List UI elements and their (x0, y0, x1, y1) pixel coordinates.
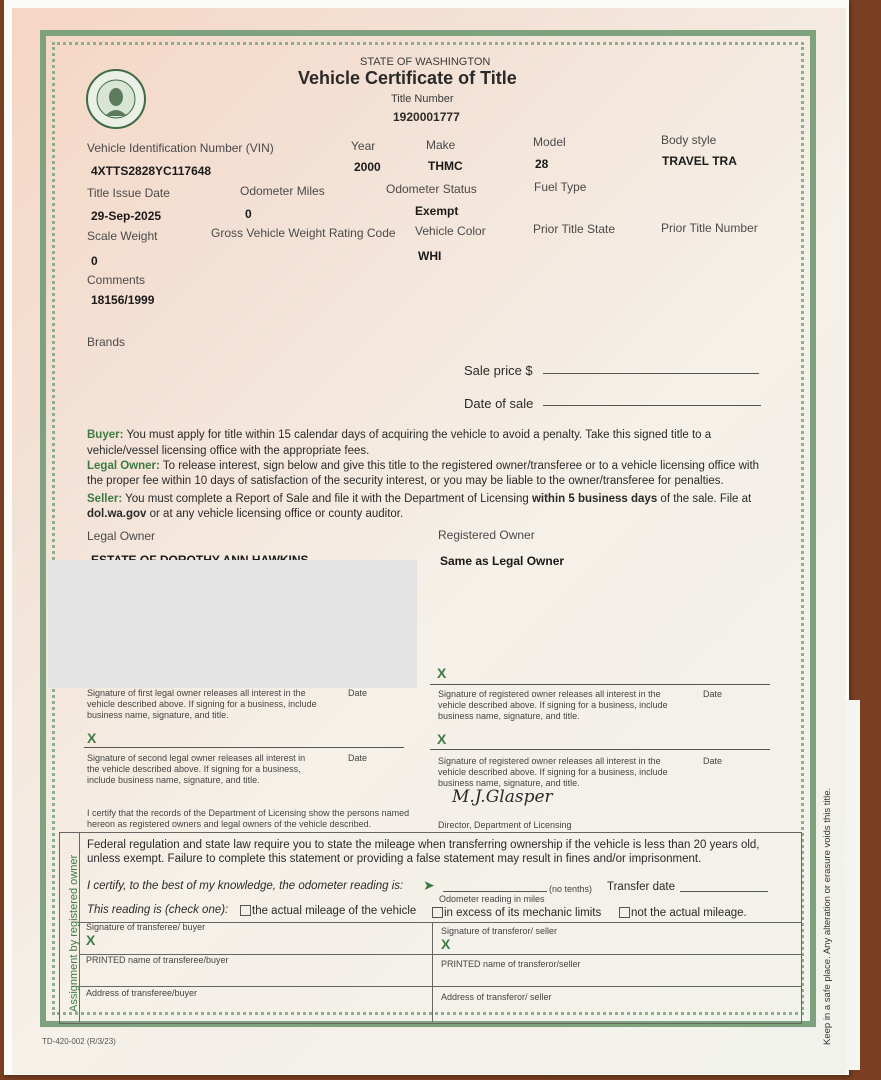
excess-mileage-checkbox[interactable] (432, 907, 443, 918)
seller-sign-x[interactable]: X (441, 936, 451, 952)
seller-instructions (87, 492, 761, 522)
odometer-reading-line[interactable] (443, 891, 547, 892)
odometer-status-value: Exempt (415, 204, 459, 218)
first-legal-sign-caption: Signature of first legal owner releases all interest in the vehicle described above. If signing for a business, include business name, signature, and title. (87, 688, 317, 720)
assignment-row-divider-3 (79, 986, 801, 987)
registered-date-label-2: Date (703, 756, 723, 766)
sale-date-line[interactable] (543, 405, 761, 406)
transfer-date-label: Transfer date (607, 881, 675, 893)
odometer-status-label: Odometer Status (386, 182, 477, 196)
seller-printed-name-label[interactable]: PRINTED name of transferor/seller (441, 959, 581, 969)
scale-weight-value: 0 (91, 254, 98, 268)
registered-sign-x-1: X (437, 665, 447, 681)
certify-records-text: I certify that the records of the Department of Licensing show the persons named hereon as registered owners and legal owners of the vehicle described. (87, 808, 410, 829)
odometer-certify-text: I certify, to the best of my knowledge, the odometer reading is: (87, 880, 404, 892)
second-legal-sign-line[interactable] (84, 747, 404, 748)
issue-date-value: 29-Sep-2025 (91, 209, 162, 223)
registered-sign-line-2[interactable] (430, 749, 770, 750)
registered-sign-line-1[interactable] (430, 684, 770, 685)
seller-signature-label: Signature of transferor/ seller (441, 926, 558, 936)
assignment-side-divider (79, 832, 80, 1022)
registered-sign-caption-1: Signature of registered owner releases all interest in the vehicle described above. If signing for a business, include business name, signature, and title. (438, 689, 668, 721)
title-number-label: Title Number (391, 93, 454, 105)
prior-title-number-label: Prior Title Number (661, 221, 758, 235)
sale-price-line[interactable] (543, 373, 759, 374)
federal-notice: Federal regulation and state law require you to state the mileage when transferring ownership if the vehicle is less than 20 years old, unless exempt. Failure to complete this statement or providing a false statement may result in fines and/or imprisonment. (87, 839, 760, 865)
second-legal-date-label: Date (348, 753, 368, 763)
seller-deadline: within 5 business days (531, 493, 658, 505)
registered-owner-value: Same as Legal Owner (440, 554, 565, 568)
vin-label: Vehicle Identification Number (VIN) (87, 141, 274, 155)
actual-mileage-label: the actual mileage of the vehicle (252, 905, 417, 917)
excess-mileage-label: in excess of its mechanic limits (444, 907, 602, 919)
seller-text-1: You must complete a Report of Sale and file it with the Department of Licensing (125, 493, 529, 505)
no-tenths-label: (no tenths) (549, 884, 593, 894)
model-value: 28 (535, 157, 549, 171)
buyer-sign-x[interactable]: X (86, 932, 96, 948)
seller-address-label[interactable]: Address of transferor/ seller (441, 992, 552, 1002)
buyer-heading: Buyer: (87, 429, 124, 441)
brands-label: Brands (87, 335, 126, 349)
year-value: 2000 (354, 160, 381, 174)
scale-weight-label: Scale Weight (87, 229, 158, 243)
assignment-side-label: Assignment by registered owner (68, 854, 80, 1012)
state-name: STATE OF WASHINGTON (360, 56, 491, 68)
body-style-label: Body style (661, 133, 717, 147)
seller-website: dol.wa.gov (87, 508, 147, 520)
legal-owner-heading: Legal Owner: (87, 460, 160, 472)
registered-date-label-1: Date (703, 689, 723, 699)
document-title: Vehicle Certificate of Title (298, 68, 517, 88)
make-value: THMC (428, 159, 463, 173)
seller-text-2: of the sale. File at (660, 493, 752, 505)
reading-is-label: This reading is (check one): (87, 904, 229, 916)
not-actual-mileage-label: not the actual mileage. (631, 907, 747, 919)
form-number: TD-420-002 (R/3/23) (42, 1037, 116, 1046)
side-safety-note: Keep in a safe place. Any alteration or erasure voids this title. (822, 787, 833, 1045)
second-legal-sign-x: X (87, 730, 97, 746)
actual-mileage-checkbox[interactable] (240, 905, 251, 916)
vehicle-color-label: Vehicle Color (415, 224, 486, 238)
buyer-instructions (87, 427, 757, 459)
redaction-box (48, 560, 417, 688)
buyer-text: You must apply for title within 15 calendar days of acquiring the vehicle to avoid a penalty. Take this signed title to a vehicle/vessel licensing office with the appropriate fees. (87, 429, 712, 457)
director-title: Director, Department of Licensing (438, 820, 572, 830)
arrow-right-icon: ➤ (423, 877, 435, 893)
not-actual-mileage-checkbox[interactable] (619, 907, 630, 918)
second-legal-sign-caption: Signature of second legal owner releases all interest in the vehicle described above. If signing for a business, include business name, signature, and title. (87, 753, 306, 785)
director-signature: M.J.Glasper (452, 787, 553, 807)
comments-label: Comments (87, 273, 146, 287)
odometer-value: 0 (245, 207, 252, 221)
transfer-date-line[interactable] (680, 891, 768, 892)
registered-owner-label: Registered Owner (438, 528, 535, 542)
year-label: Year (351, 139, 376, 153)
state-seal-icon (85, 68, 147, 130)
body-style-value: TRAVEL TRA (662, 154, 737, 168)
assignment-col-divider (432, 922, 433, 1022)
buyer-printed-name-label[interactable]: PRINTED name of transferee/buyer (86, 955, 229, 965)
registered-sign-caption-2: Signature of registered owner releases all interest in the vehicle described above. If signing for a business, include business name, signature, and title. (438, 756, 668, 788)
vehicle-color-value: WHI (418, 249, 442, 263)
legal-owner-instructions (87, 459, 761, 489)
buyer-signature-label: Signature of transferee/ buyer (86, 922, 206, 932)
fuel-type-label: Fuel Type (534, 180, 587, 194)
sale-price-label: Sale price $ (464, 363, 533, 378)
buyer-address-label[interactable]: Address of transferee/buyer (86, 988, 198, 998)
prior-title-state-label: Prior Title State (533, 222, 616, 236)
registered-sign-x-2: X (437, 731, 447, 747)
seller-text-3: or at any vehicle licensing office or county auditor. (149, 508, 404, 520)
gvwr-label: Gross Vehicle Weight Rating Code (211, 226, 396, 240)
first-legal-date-label: Date (348, 688, 368, 698)
title-number: 1920001777 (393, 110, 460, 124)
legal-owner-label: Legal Owner (87, 529, 156, 543)
odometer-label: Odometer Miles (240, 184, 325, 198)
issue-date-label: Title Issue Date (87, 186, 170, 200)
seller-heading: Seller: (87, 493, 123, 505)
legal-owner-text: To release interest, sign below and give this title to the registered owner/transferee or to a vehicle licensing office with the proper fee within 10 days of satisfaction of the security interest, or you may be liable to the owner/transferee for penalties. (87, 460, 760, 487)
vin-value: 4XTTS2828YC117648 (91, 164, 212, 178)
comments-value: 18156/1999 (91, 293, 155, 307)
odometer-reading-caption: Odometer reading in miles (439, 894, 545, 904)
sale-date-label: Date of sale (464, 396, 534, 411)
make-label: Make (426, 138, 456, 152)
model-label: Model (533, 135, 566, 149)
